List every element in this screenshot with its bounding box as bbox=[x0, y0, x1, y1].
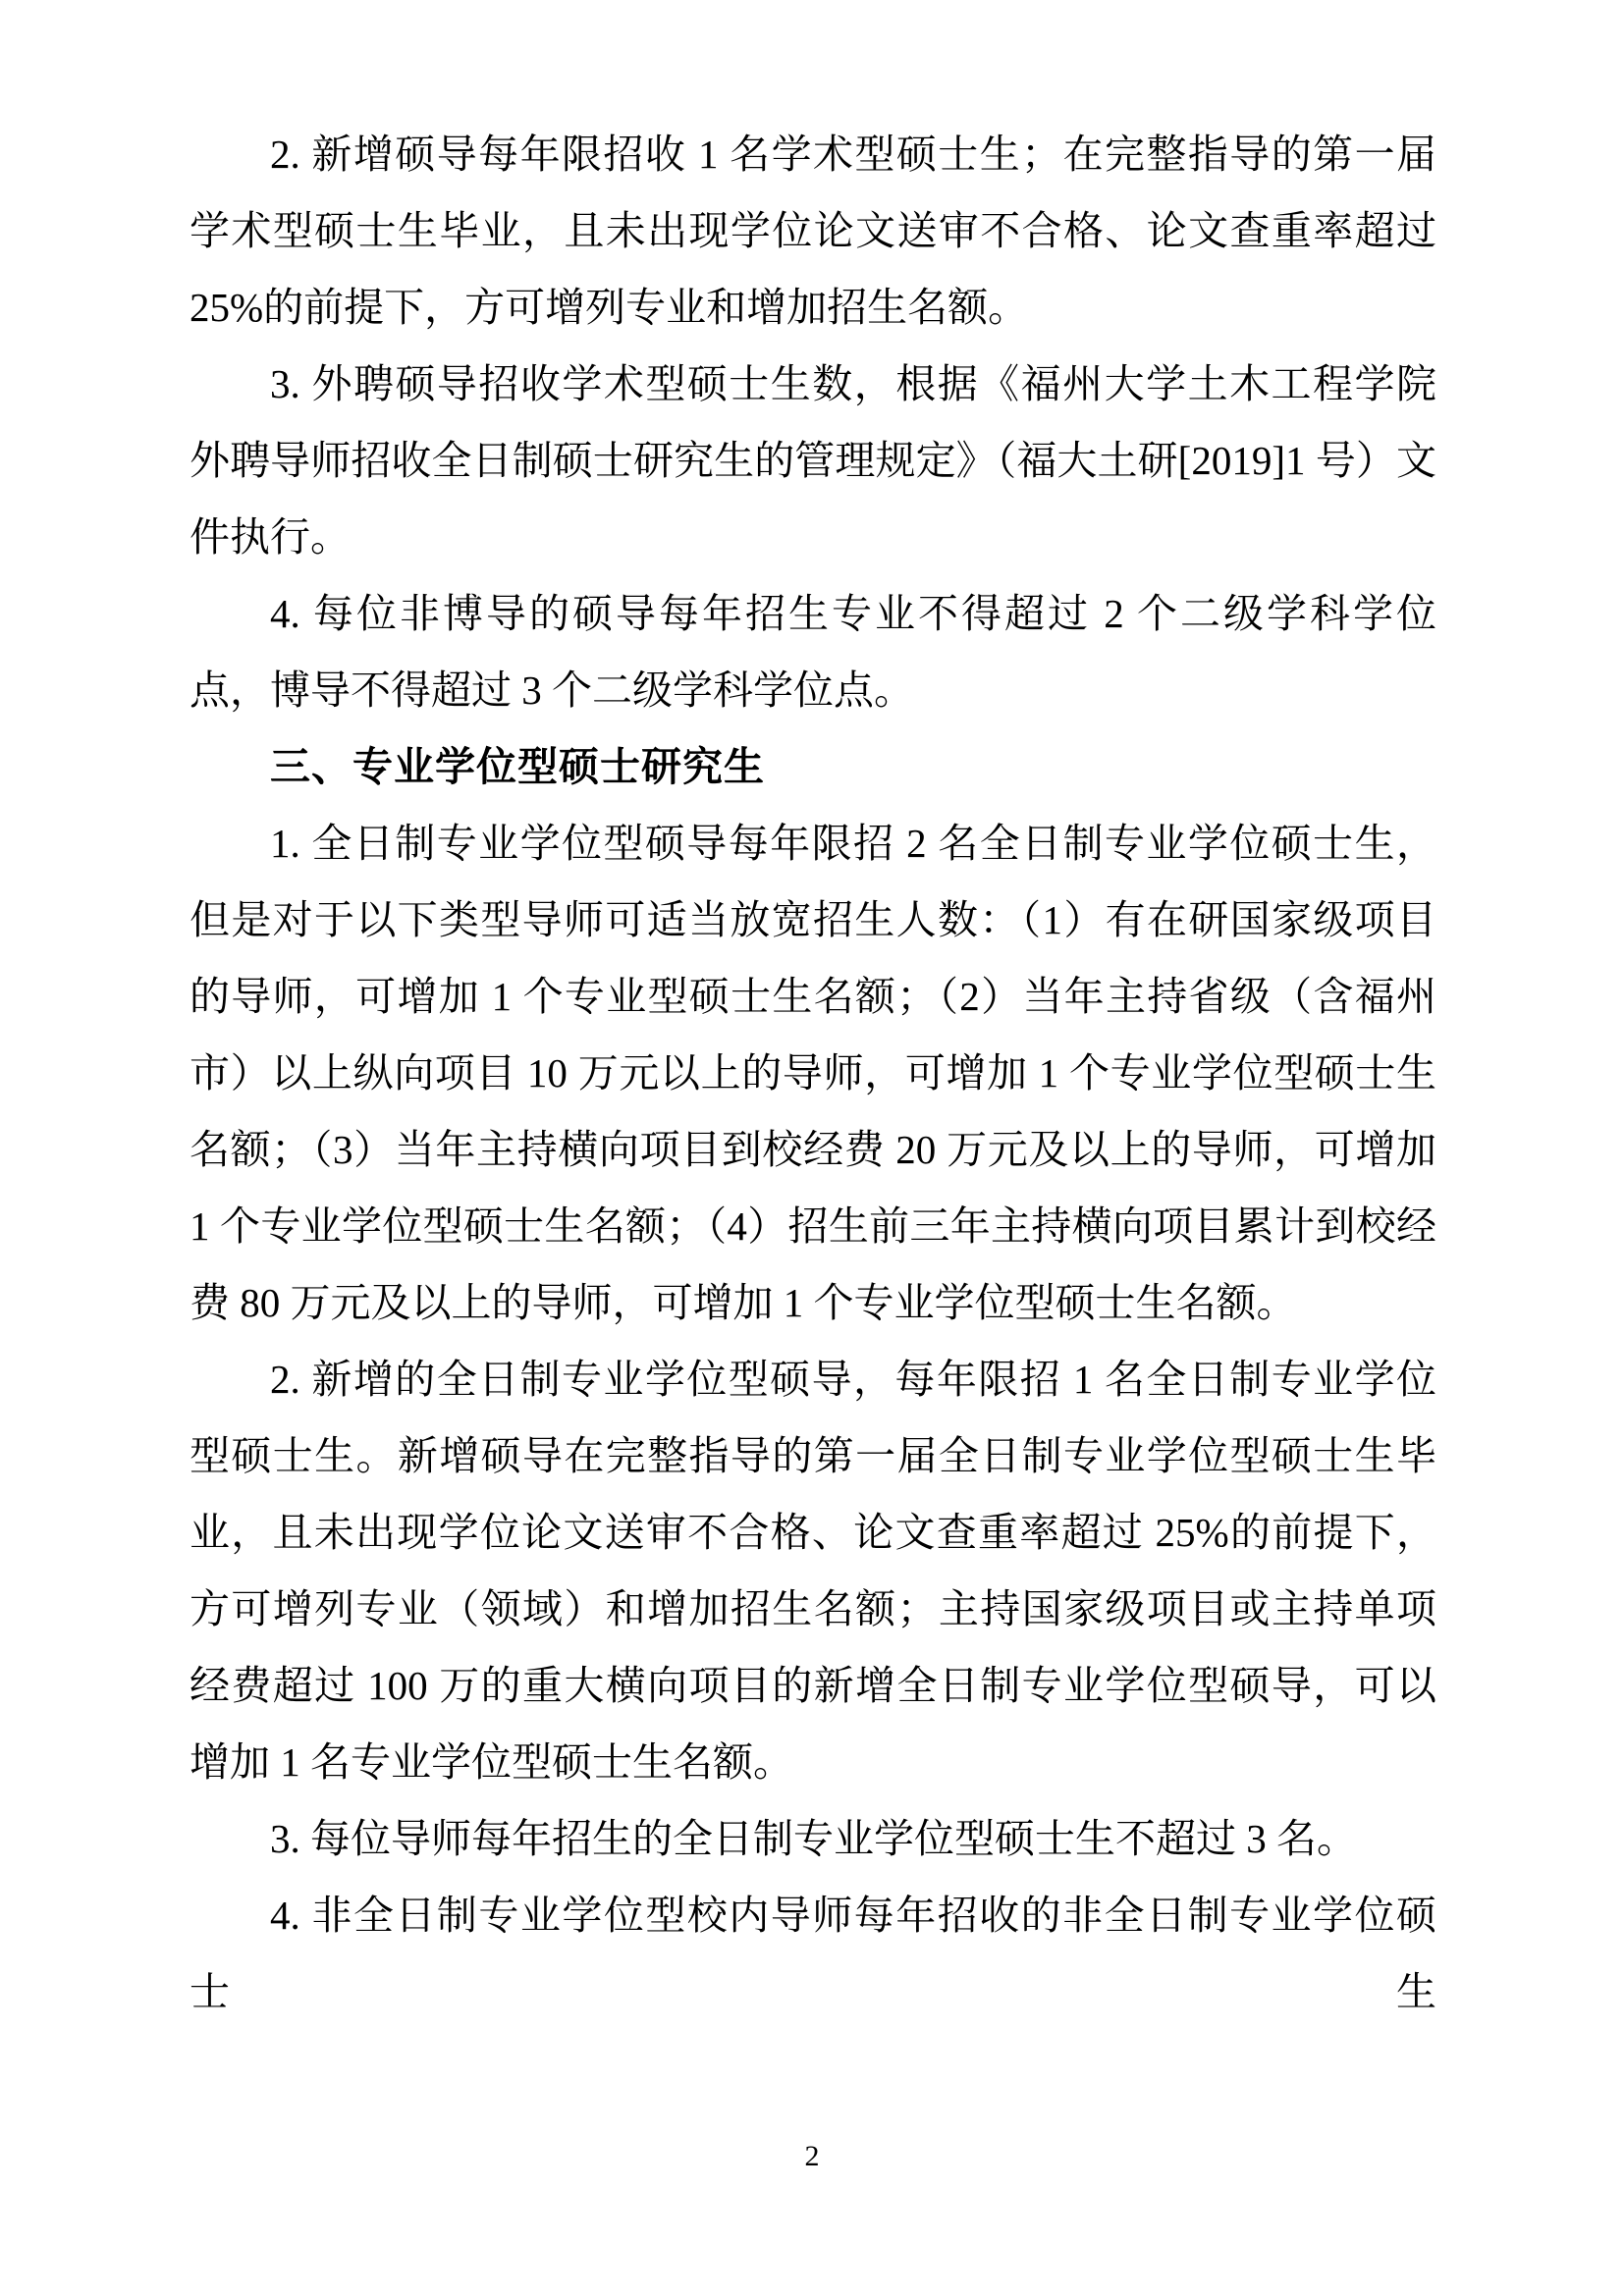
section-heading-professional-degree: 三、专业学位型硕士研究生 bbox=[270, 743, 765, 790]
paragraph-item-4-professional: 4. 非全日制专业学位型校内导师每年招收的非全日制专业学位硕士生 bbox=[189, 1893, 1436, 2014]
paragraph-item-1-professional: 1. 全日制专业学位型硕导每年限招 2 名全日制专业学位硕士生，但是对于以下类型导师可适当放宽招生人数：（1）有在研国家级项目的导师，可增加 1 个专业型硕士生名额；（2）当年主持省级（含福州市）以上纵向项目 10 万元以上的导师，可增加 1 个专业学位型硕士生名额；（3）当年主持横向项目到校经费 20 万元及以上的导师，可增加 1 个专业学位型硕士生名额；（4）招生前三年主持横向项目累计到校经费 80 万元及以上的导师，可增加 1 个专业学位型硕士生名额。 bbox=[189, 821, 1436, 1325]
paragraph-item-2-academic: 2. 新增硕导每年限招收 1 名学术型硕士生；在完整指导的第一届学术型硕士生毕业，且未出现学位论文送审不合格、论文查重率超过 25%的前提下，方可增列专业和增加招生名额。 bbox=[189, 132, 1436, 330]
paragraph-item-4-academic: 4. 每位非博导的硕导每年招生专业不得超过 2 个二级学科学位点，博导不得超过 3 个二级学科学位点。 bbox=[189, 591, 1436, 713]
paragraph-item-3-professional: 3. 每位导师每年招生的全日制专业学位型硕士生不超过 3 名。 bbox=[270, 1816, 1357, 1861]
page-body bbox=[189, 116, 1436, 2030]
paragraph-item-2-professional: 2. 新增的全日制专业学位型硕导，每年限招 1 名全日制专业学位型硕士生。新增硕导在完整指导的第一届全日制专业学位型硕士生毕业，且未出现学位论文送审不合格、论文查重率超过 25%的前提下，方可增列专业（领域）和增加招生名额；主持国家级项目或主持单项经费超过 100 万的重大横向项目的新增全日制专业学位型硕导，可以增加 1 名专业学位型硕士生名额。 bbox=[189, 1357, 1436, 1785]
page-number: 2 bbox=[804, 2140, 820, 2172]
paragraph-item-3-academic: 3. 外聘硕导招收学术型硕士生数，根据《福州大学土木工程学院外聘导师招收全日制硕士研究生的管理规定》（福大土研[2019]1 号）文件执行。 bbox=[189, 361, 1436, 560]
